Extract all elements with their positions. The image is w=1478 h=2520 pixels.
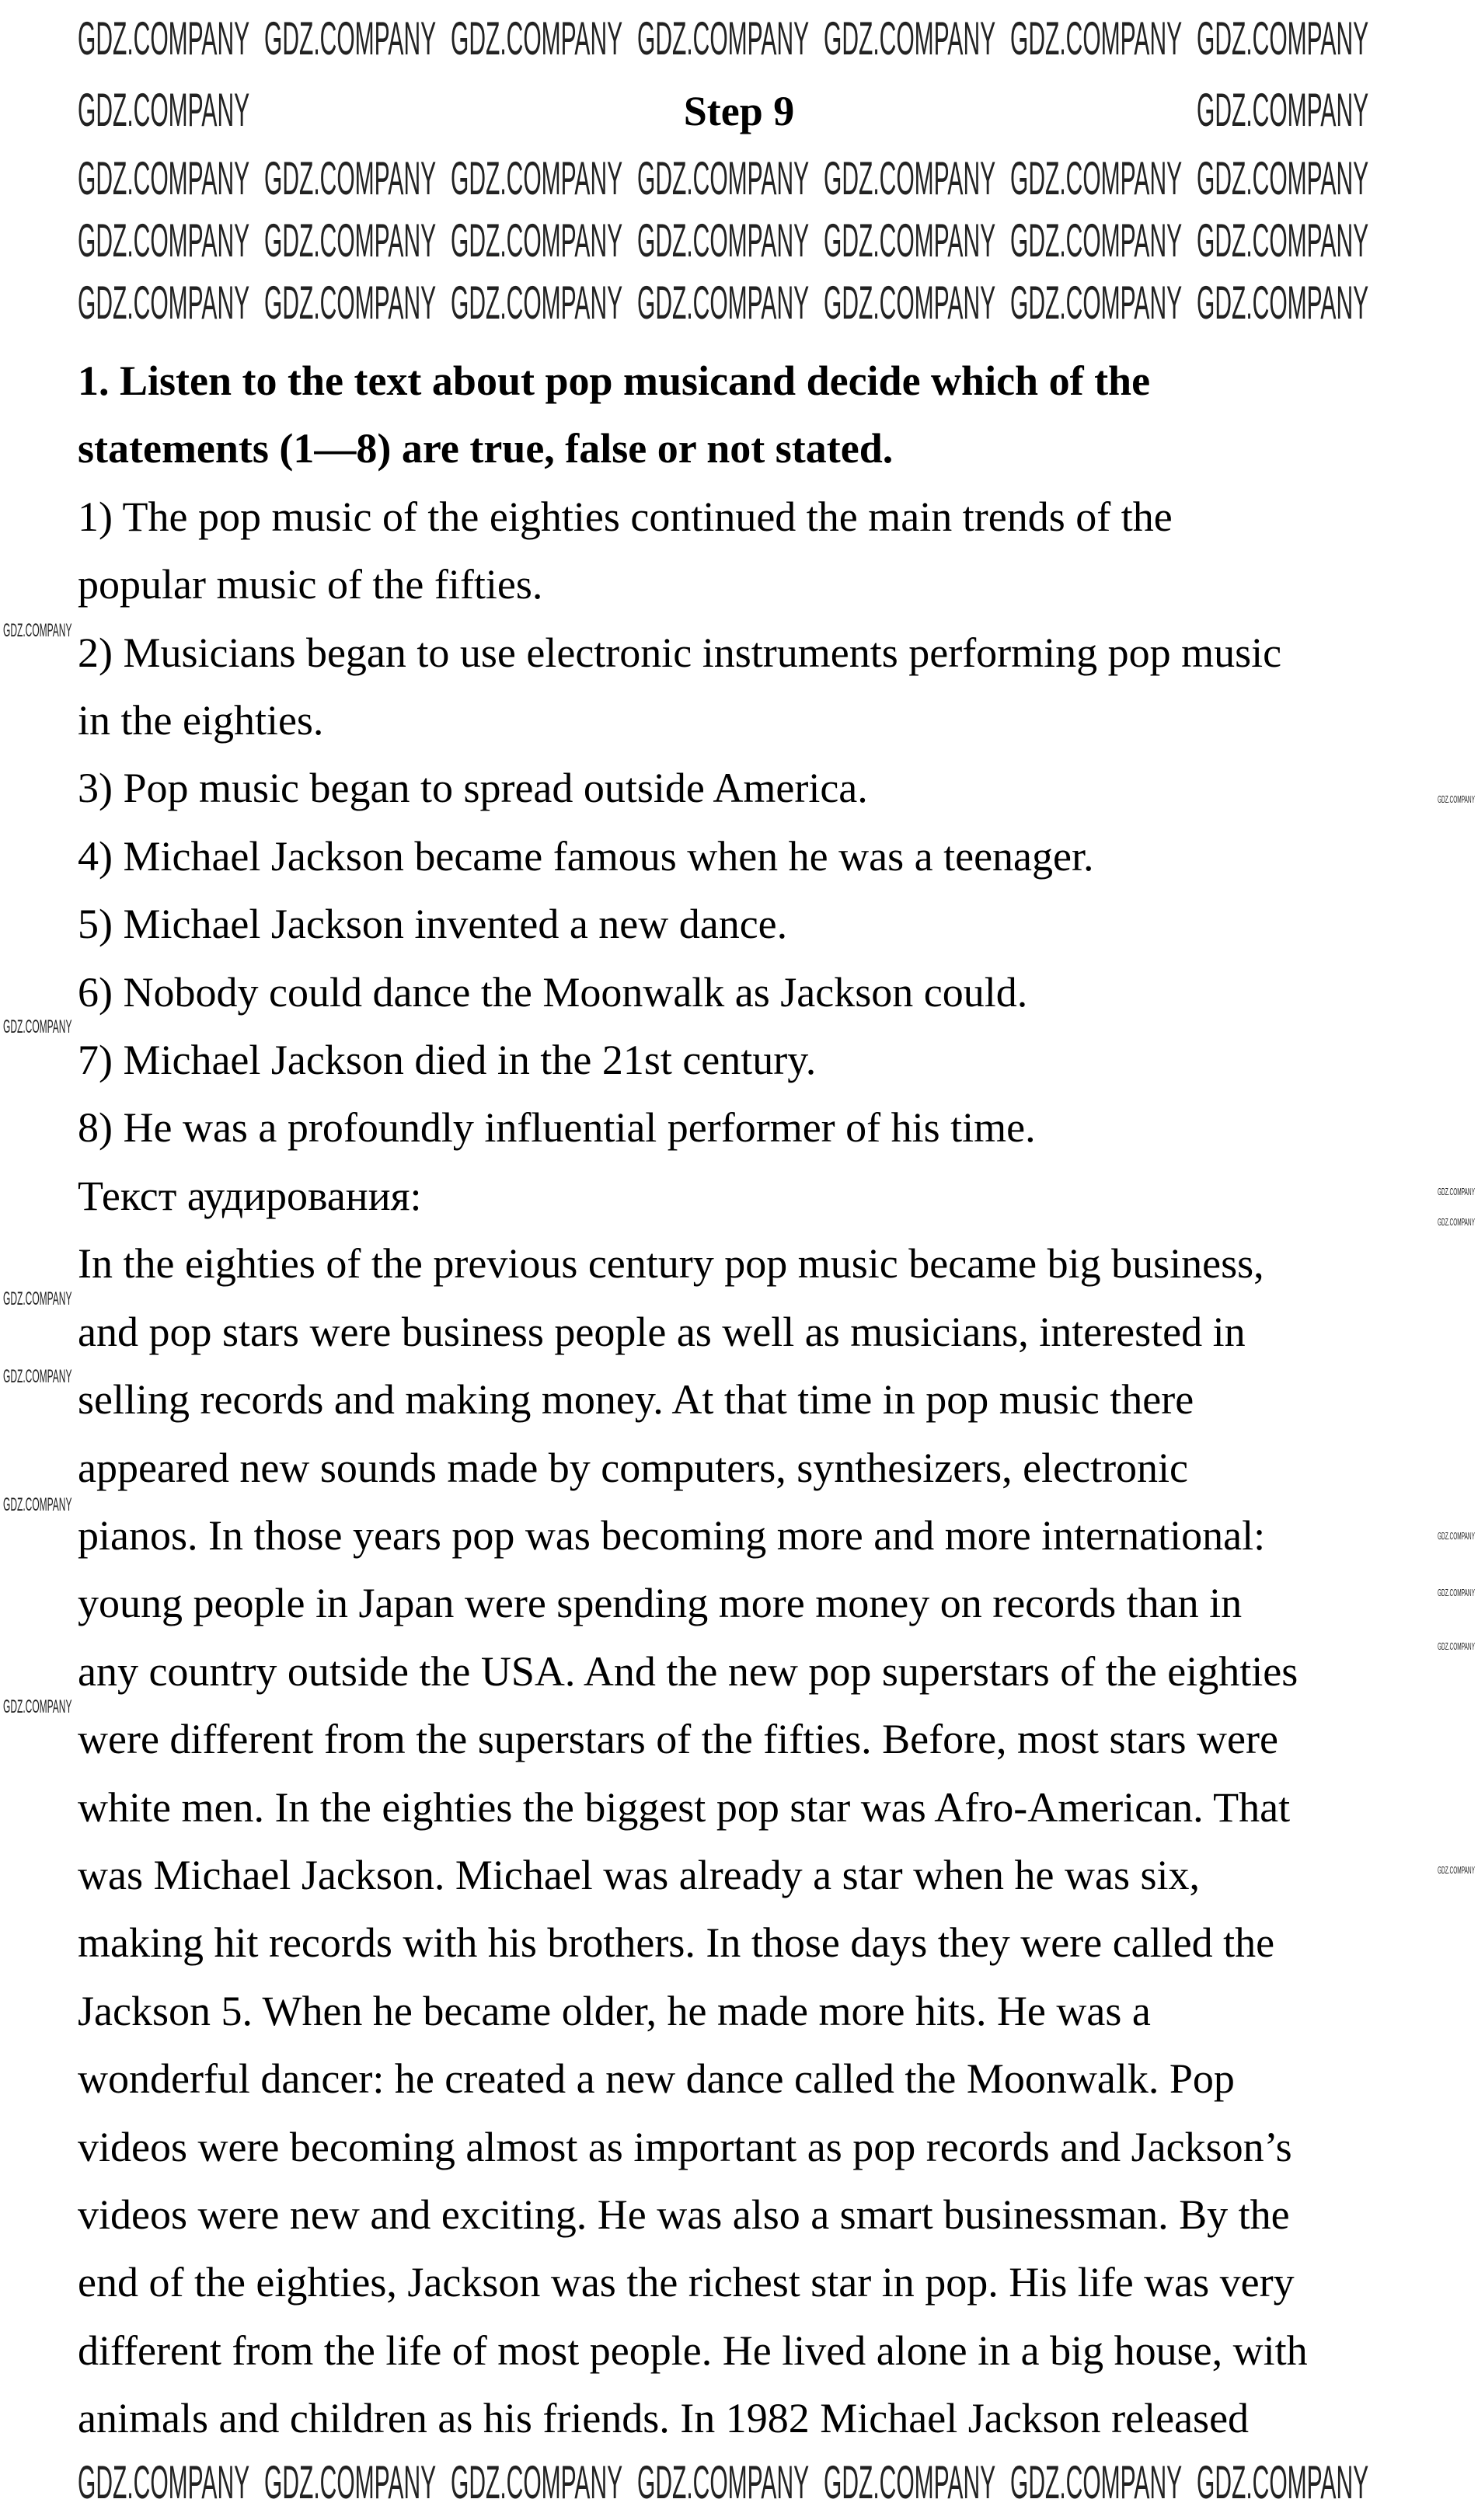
watermark-text: GDZ.COMPANY	[264, 277, 437, 329]
watermark-text: GDZ.COMPANY	[3, 1696, 72, 1717]
watermark-text: GDZ.COMPANY	[824, 152, 996, 204]
watermark-text: GDZ.COMPANY	[264, 12, 437, 64]
watermark-text: GDZ.COMPANY	[3, 1494, 72, 1515]
watermark-text: GDZ.COMPANY	[637, 152, 810, 204]
passage-line: different from the life of most people. He lived alone in a big house, with	[78, 2327, 1308, 2374]
statement-line: popular music of the fifties.	[78, 561, 543, 608]
watermark-text: GDZ.COMPANY	[1197, 12, 1369, 64]
watermark-text: GDZ.COMPANY	[1197, 214, 1369, 267]
passage-line: white men. In the eighties the biggest pop star was Afro-American. That	[78, 1783, 1291, 1831]
watermark-text: GDZ.COMPANY	[3, 620, 72, 641]
statement-line: 2) Musicians began to use electronic instruments performing pop music	[78, 629, 1282, 676]
task-heading-line: statements (1—8) are true, false or not stated.	[78, 425, 894, 472]
watermark-text: GDZ.COMPANY	[451, 12, 623, 64]
watermark-text: GDZ.COMPANY	[264, 152, 437, 204]
watermark-text: GDZ.COMPANY	[78, 152, 250, 204]
watermark-text: GDZ.COMPANY	[451, 152, 623, 204]
watermark-text: GDZ.COMPANY	[451, 2456, 623, 2508]
watermark-text: GDZ.COMPANY	[1197, 2456, 1369, 2508]
watermark-text: GDZ.COMPANY	[1010, 12, 1183, 64]
watermark-text: GDZ.COMPANY	[78, 277, 250, 329]
watermark-text: GDZ.COMPANY	[1197, 277, 1369, 329]
watermark-text: GDZ.COMPANY	[3, 1288, 72, 1309]
watermark-text: GDZ.COMPANY	[264, 214, 437, 267]
watermark-text: GDZ.COMPANY	[1010, 214, 1183, 267]
passage-line: pianos. In those years pop was becoming more and more international:	[78, 1511, 1266, 1559]
watermark-text: GDZ.COMPANY	[637, 2456, 810, 2508]
page-title: Step 9	[683, 88, 795, 134]
watermark-text: GDZ.COMPANY	[1438, 1186, 1475, 1197]
watermark-text: GDZ.COMPANY	[1438, 1530, 1475, 1542]
passage-line: In the eighties of the previous century pop music became big business,	[78, 1240, 1264, 1288]
watermark-text: GDZ.COMPANY	[1197, 84, 1369, 136]
passage-text	[78, 1230, 1430, 2452]
statement-line: 5) Michael Jackson invented a new dance.	[78, 901, 788, 948]
watermark-text: GDZ.COMPANY	[824, 2456, 996, 2508]
statement-line: 6) Nobody could dance the Moonwalk as Jackson could.	[78, 968, 1028, 1016]
watermark-text: GDZ.COMPANY	[1010, 152, 1183, 204]
watermark-text: GDZ.COMPANY	[451, 277, 623, 329]
statement-line: 7) Michael Jackson died in the 21st century.	[78, 1037, 817, 1084]
passage-line: young people in Japan were spending more money on records than in	[78, 1580, 1243, 1627]
watermark-text: GDZ.COMPANY	[3, 1016, 72, 1037]
passage-line: Jackson 5. When he became older, he made more hits. He was a	[78, 1987, 1151, 2034]
watermark-text: GDZ.COMPANY	[1438, 793, 1475, 805]
document-body	[78, 347, 1430, 2453]
watermark-text: GDZ.COMPANY	[1438, 1587, 1475, 1598]
watermark-text: GDZ.COMPANY	[3, 1366, 72, 1387]
statement-line: in the eighties.	[78, 697, 324, 744]
watermark-text: GDZ.COMPANY	[1438, 1640, 1475, 1652]
watermark-text: GDZ.COMPANY	[1438, 1216, 1475, 1228]
passage-line: appeared new sounds made by computers, synthesizers, electronic	[78, 1444, 1189, 1491]
passage-line: end of the eighties, Jackson was the richest star in pop. His life was very	[78, 2259, 1295, 2306]
passage-line: and pop stars were business people as well as musicians, interested in	[78, 1308, 1246, 1355]
passage-line: selling records and making money. At that time in pop music there	[78, 1376, 1194, 1424]
statement-line: 3) Pop music began to spread outside America.	[78, 765, 868, 812]
watermark-text: GDZ.COMPANY	[451, 214, 623, 267]
watermark-text: GDZ.COMPANY	[824, 12, 996, 64]
watermark-text: GDZ.COMPANY	[78, 84, 250, 136]
passage-line: any country outside the USA. And the new pop superstars of the eighties	[78, 1647, 1298, 1695]
watermark-text: GDZ.COMPANY	[1010, 2456, 1183, 2508]
watermark-text: GDZ.COMPANY	[824, 277, 996, 329]
passage-line: animals and children as his friends. In 1982 Michael Jackson released	[78, 2395, 1250, 2442]
watermark-text: GDZ.COMPANY	[1438, 1864, 1475, 1876]
watermark-text: GDZ.COMPANY	[824, 214, 996, 267]
watermark-text: GDZ.COMPANY	[1010, 277, 1183, 329]
passage-line: was Michael Jackson. Michael was already a star when he was six,	[78, 1851, 1201, 1898]
watermark-text: GDZ.COMPANY	[1197, 152, 1369, 204]
passage-line: videos were new and exciting. He was also a smart businessman. By the	[78, 2191, 1290, 2238]
watermark-text: GDZ.COMPANY	[78, 2456, 250, 2508]
watermark-text: GDZ.COMPANY	[637, 214, 810, 267]
statement-line: 4) Michael Jackson became famous when he was a teenager.	[78, 832, 1094, 880]
passage-line: wonderful dancer: he created a new dance called the Moonwalk. Pop	[78, 2055, 1235, 2103]
watermark-text: GDZ.COMPANY	[78, 12, 250, 64]
passage-line: videos were becoming almost as important as pop records and Jackson’s	[78, 2123, 1292, 2170]
statement-line: 1) The pop music of the eighties continued the main trends of the	[78, 493, 1173, 540]
watermark-text: GDZ.COMPANY	[637, 277, 810, 329]
watermark-text: GDZ.COMPANY	[637, 12, 810, 64]
passage-line: making hit records with his brothers. In those days they were called the	[78, 1919, 1275, 1967]
task-heading-line: 1. Listen to the text about pop musicand decide which of the	[78, 357, 1151, 404]
statement-line: 8) He was a profoundly influential performer of his time.	[78, 1104, 1036, 1152]
watermark-text: GDZ.COMPANY	[78, 214, 250, 267]
passage-line: were different from the superstars of the fifties. Before, most stars were	[78, 1716, 1278, 1763]
passage-label: Текст аудирования:	[78, 1172, 422, 1219]
watermark-text: GDZ.COMPANY	[264, 2456, 437, 2508]
